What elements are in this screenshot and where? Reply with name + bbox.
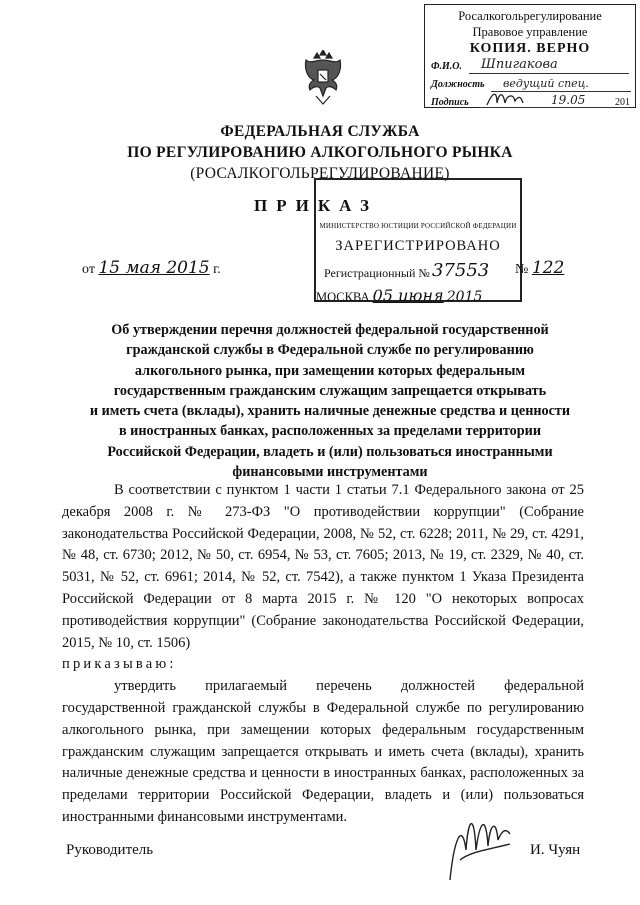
- reg-stamp-city: МОСКВА: [316, 290, 370, 304]
- order-body: [62, 480, 584, 829]
- agency-short-name: (РОСАЛКОГОЛЬРЕГУЛИРОВАНИЕ): [190, 165, 450, 182]
- title-line: в иностранных банках, расположенных за пределами территории: [118, 423, 542, 440]
- body-paragraph-resolution: утвердить прилагаемый перечень должностей федеральной государственной гражданской службы в Федеральной службе по регулированию алкогольного рынка, при замещении которых федеральным государственным гражданским служащим запрещается открывать и иметь счета (вклады), хранить наличные денежные средства и ценности в иностранных банках, расположенных за пределами территории Российской Федерации, владеть и (или) пользоваться иностранными финансовыми инструментами.: [62, 678, 584, 825]
- copy-stamp-signature-label: Подпись: [431, 97, 469, 108]
- copy-stamp-org: Росалкогольрегулирование: [458, 9, 602, 23]
- signature-role: Руководитель: [66, 842, 154, 858]
- order-date-suffix: г.: [213, 262, 221, 277]
- title-line: алкогольного рынка, при замещении которых федеральным: [134, 362, 526, 379]
- title-line: государственным гражданским служащим запрещается открывать: [113, 382, 547, 399]
- copy-stamp-fio-line: [469, 73, 629, 74]
- copy-stamp-position-label: Должность: [431, 79, 485, 90]
- title-line: гражданской службы в Федеральной службе по регулированию: [126, 342, 534, 359]
- order-number-prefix: №: [515, 262, 529, 277]
- signature-name: И. Чуян: [530, 842, 581, 858]
- copy-stamp-signature-scribble: [485, 89, 525, 109]
- copy-stamp-position-value: ведущий спец.: [503, 77, 589, 90]
- body-command: приказываю:: [62, 656, 177, 673]
- order-date-value: 15 мая 2015: [98, 258, 210, 278]
- order-title: [60, 320, 600, 482]
- order-number-value: 122: [531, 258, 565, 278]
- copy-stamp-signature-date: 19.05: [551, 93, 586, 107]
- copy-stamp-department: Правовое управление: [472, 25, 588, 39]
- handwritten-signature: [440, 800, 520, 890]
- copy-stamp-fio-value: Шпигакова: [481, 57, 558, 72]
- order-date: [82, 258, 221, 278]
- reg-stamp-date-line: [316, 286, 482, 305]
- reg-stamp-title: ЗАРЕГИСТРИРОВАНО: [335, 238, 501, 254]
- reg-stamp-number: 37553: [432, 260, 490, 281]
- copy-certification-stamp: [424, 4, 636, 108]
- copy-stamp-fio-label: Ф.И.О.: [431, 61, 463, 72]
- agency-name-line2: ПО РЕГУЛИРОВАНИЮ АЛКОГОЛЬНОГО РЫНКА: [127, 144, 513, 161]
- reg-stamp-ministry: МИНИСТЕРСТВО ЮСТИЦИИ РОССИЙСКОЙ ФЕДЕРАЦИИ: [319, 222, 517, 230]
- title-line: и иметь счета (вклады), хранить наличные денежные средства и ценности: [89, 403, 571, 420]
- body-paragraph-preamble: В соответствии с пунктом 1 части 1 статьи 7.1 Федерального закона от 25 декабря 2008 г. № 273-ФЗ "О противодействии коррупции" (Собрание законодательства Российской Федерации, 2008, № 52, ст. 6228; 2011, № 29, ст. 4291, № 48, ст. 6730; 2012, № 50, ст. 6954, № 53, ст. 7605; 2013, № 19, ст. 2329, № 40, ст. 5031, № 52, ст. 6961; 2014, № 52, ст. 7542), а также пунктом 1 Указа Президента Российской Федерации от 8 марта 2015 г. № 120 "О некоторых вопросах противодействия коррупции" (Собрание законодательства Российской Федерации, 2015, № 10, ст. 1506): [62, 482, 584, 651]
- copy-stamp-mark: КОПИЯ. ВЕРНО: [469, 41, 591, 56]
- reg-stamp-date: 05 июня: [372, 286, 444, 305]
- agency-name-line1: ФЕДЕРАЛЬНАЯ СЛУЖБА: [220, 123, 420, 140]
- reg-stamp-number-label: Регистрационный №: [324, 266, 430, 280]
- order-date-prefix: от: [82, 262, 95, 277]
- reg-stamp-year: 2015: [446, 289, 483, 305]
- title-line: Об утверждении перечня должностей федеральной государственной: [111, 322, 549, 338]
- title-line: финансовыми инструментами: [232, 464, 428, 481]
- order-heading: ПРИКАЗ: [254, 196, 378, 215]
- coat-of-arms-emblem-icon: [300, 50, 346, 110]
- order-number: [515, 258, 564, 278]
- title-line: Российской Федерации, владеть и (или) пользоваться иностранными: [107, 443, 553, 460]
- copy-stamp-year: 201: [615, 97, 630, 108]
